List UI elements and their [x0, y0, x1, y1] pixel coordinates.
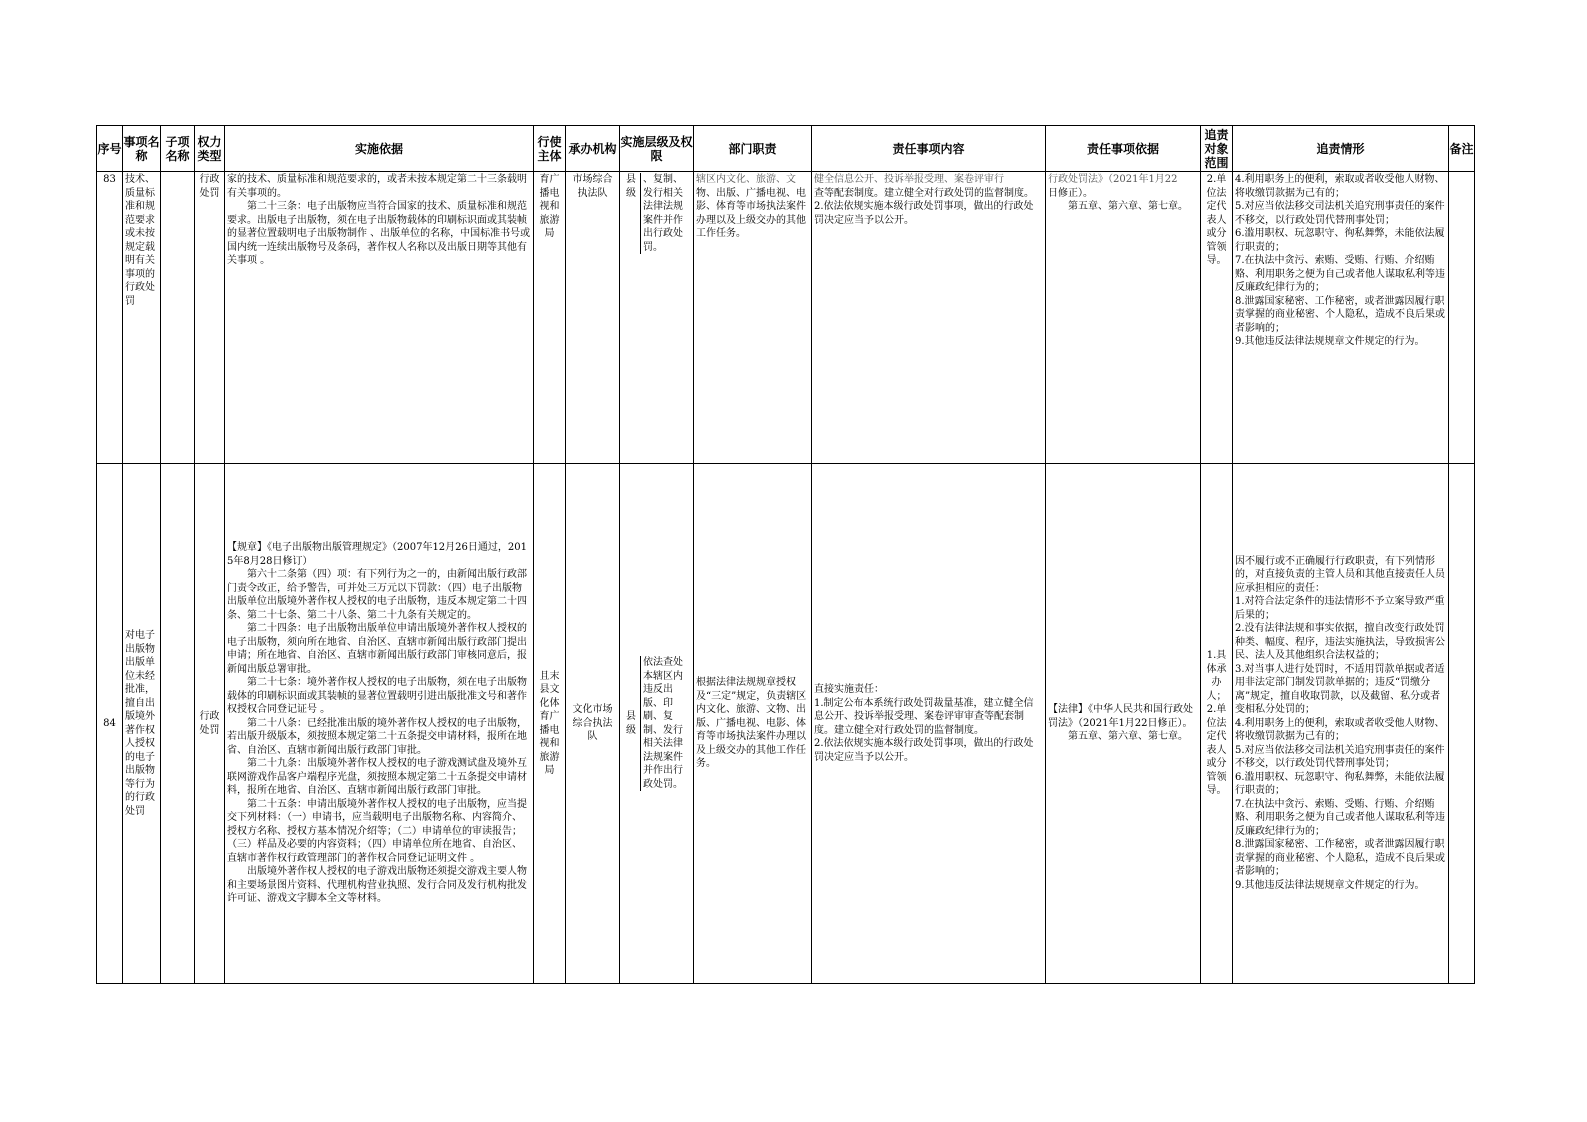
- case-line: 因不履行或不正确履行行政职责，有下列情形的，对直接负责的主管人员和其他直接责任人员应承担相应的责任：: [1235, 555, 1445, 594]
- content-paragraph: 2.依法依规实施本级行政处罚事项，做出的行政处罚决定应当予以公开。: [814, 738, 1034, 763]
- accountability-scope: 1.具体承办人；2.单位法定代表人或分管领导。: [1201, 464, 1233, 984]
- basis-paragraph: 第二十八条：已经批准出版的境外著作权人授权的电子出版物，若出版升级版本，须按照本规定第二十五条提交申请材料，报所在地省、自治区、直辖市新闻出版行政部门审批。: [227, 717, 527, 756]
- case-line: 4.利用职务上的便利，索取或者收受他人财物、将收缴罚款据为己有的；: [1235, 717, 1445, 743]
- level-authority: [620, 172, 694, 464]
- executing-subject: 育广播电视和旅游局: [534, 172, 566, 464]
- responsibility-basis: [1046, 464, 1201, 984]
- content-paragraph: 2.依法依规实施本级行政处罚事项，做出的行政处罚决定应当予以公开。: [814, 201, 1034, 226]
- responsibility-basis: [1046, 172, 1201, 464]
- basis-line: 【法律】《中华人民共和国行政处罚法》（2021年1月22日修正）。: [1048, 704, 1193, 729]
- sub-item-name: [161, 172, 195, 464]
- basis-paragraph: 出版境外著作权人授权的电子游戏出版物还须提交游戏主要人物和主要场景图片资料、代理机构营业执照、发行合同及发行机构批发许可证、游戏文字脚本全文等材料。: [227, 866, 527, 905]
- duty-cut-line: 辖区内文化、旅游、文: [696, 174, 796, 185]
- row-number: 84: [97, 464, 123, 984]
- header-cell: 追责情形: [1233, 126, 1449, 172]
- handling-agency: 市场综合执法队: [566, 172, 620, 464]
- content-paragraph: 1.制定公布本系统行政处罚裁量基准，建立健全信息公开、投诉举报受理、案卷评审审查等配套制度。建立健全对行政处罚的监督制度。: [814, 697, 1034, 736]
- accountability-cases: [1233, 172, 1449, 464]
- item-name: 对电子出版物出版单位未经批准，擅自出版境外著作权人授权的电子出版物等行为的行政处罚: [123, 464, 161, 984]
- executing-subject: 且末县文化体育广播电视和旅游局: [534, 464, 566, 984]
- header-cell: 部门职责: [694, 126, 812, 172]
- case-line: 9.其他违反法律法规规章文件规定的行为。: [1235, 336, 1425, 347]
- level-authority: [620, 464, 694, 984]
- case-line: 2.没有法律法规和事实依据，擅自改变行政处罚种类、幅度、程序，违法实施执法，导致损害公民、法人及其他组织合法权益的；: [1235, 623, 1445, 662]
- basis-paragraph: 第二十七条：境外著作权人授权的电子出版物，须在电子出版物载体的印刷标识面或其装帧的显著位置载明引进出版批准文号和著作权授权合同登记证号 。: [227, 677, 527, 716]
- authority-text: 依法查处本辖区内违反出版、印刷、复制、发行相关法律法规案件并作出行政处罚。: [640, 656, 691, 791]
- authority-text: 、复制、发行相关法律法规案件并作出行政处罚。: [643, 174, 683, 253]
- basis-line: 日修正）。: [1048, 187, 1093, 199]
- case-line: 1.对符合法定条件的违法情形不予立案导致严重后果的；: [1235, 596, 1445, 621]
- content-cut-line: 健全信息公开、投诉举报受理、案卷评审行: [814, 174, 1004, 185]
- accountability-cases: [1233, 464, 1449, 984]
- implementation-basis: [225, 464, 534, 984]
- basis-paragraph: 第二十九条：出版境外著作权人授权的电子游戏测试盘及境外互联网游戏作品客户端程序光盘，须按照本规定第二十五条提交申请材料，报所在地省、自治区、直辖市新闻出版行政部门审批。: [227, 758, 527, 797]
- header-cell: 事项名称: [123, 126, 161, 172]
- basis-paragraph: 第二十四条：电子出版物出版单位申请出版境外著作权人授权的电子出版物，须向所在地省、自治区、直辖市新闻出版行政部门提出申请；所在地省、自治区、直辖市新闻出版行政部门审核同意后，报新闻出版总署审批。: [227, 623, 527, 675]
- level-label: 县级: [622, 173, 641, 254]
- case-line: 8.泄露国家秘密、工作秘密，或者泄露因履行职责掌握的商业秘密、个人隐私，造成不良后果或者影响的；: [1235, 839, 1445, 878]
- basis-line: 第五章、第六章、第七章。: [1068, 731, 1188, 743]
- case-line: 6.滥用职权、玩忽职守、徇私舞弊，未能依法履行职责的；: [1235, 771, 1445, 797]
- basis-paragraph: 家的技术、质量标准和规范要求的，或者未按本规定第二十三条载明有关事项的。: [227, 174, 527, 199]
- case-line: 7.在执法中贪污、索贿、受贿、行贿、介绍贿赂、利用职务之便为自己或者他人谋取私利等违反廉政纪律行为的；: [1235, 255, 1445, 293]
- header-cell: 权力类型: [195, 126, 225, 172]
- level-label: 县级: [626, 711, 636, 736]
- content-paragraph: 查等配套制度。建立健全对行政处罚的监督制度。: [814, 187, 1034, 199]
- power-type: 行政处罚: [195, 172, 225, 464]
- basis-cut-line: 行政处罚法》（2021年1月22: [1048, 174, 1178, 185]
- basis-line: 第五章、第六章、第七章。: [1068, 201, 1188, 212]
- row-number: 83: [97, 172, 123, 464]
- remark: [1449, 172, 1475, 464]
- responsibility-content: [812, 464, 1046, 984]
- basis-paragraph: 第二十五条：申请出版境外著作权人授权的电子出版物，应当提交下列材料：（一）申请书，应当载明电子出版物名称、内容简介、授权方名称、授权方基本情况介绍等；（二）申请单位的审读报告；（三）样品及必要的内容资料；（四）申请单位所在地省、自治区、直辖市著作权行政管理部门的著作权合同登记证明文件 。: [227, 798, 527, 864]
- case-line: 4.利用职务上的便利，索取或者收受他人财物、将收缴罚款据为己有的；: [1235, 174, 1445, 199]
- basis-paragraph: 第六十二条第（四）项：有下列行为之一的，由新闻出版行政部门责令改正，给予警告，可并处三万元以下罚款：（四）电子出版物出版单位出版境外著作权人授权的电子出版物，违反本规定第二十四条、第二十七条、第二十八条、第二十九条有关规定的。: [227, 569, 527, 621]
- department-duty: 根据法律法规规章授权及“三定”规定，负责辖区内文化、旅游、文物、出版、广播电视、电影、体育等市场执法案件办理以及上级交办的其他工作任务。: [694, 464, 812, 984]
- power-type: 行政处罚: [195, 464, 225, 984]
- responsibility-content: [812, 172, 1046, 464]
- item-name: 技术、质量标准和规范要求或未按规定载明有关事项的行政处罚: [123, 172, 161, 464]
- header-cell: 实施依据: [225, 126, 534, 172]
- case-line: 5.对应当依法移交司法机关追究刑事责任的案件不移交，以行政处罚代替刑事处罚；: [1235, 201, 1445, 226]
- handling-agency: 文化市场综合执法队: [566, 464, 620, 984]
- table-row: [97, 172, 1475, 464]
- header-cell: 序号: [97, 126, 123, 172]
- header-cell: 子项名称: [161, 126, 195, 172]
- header-cell: 责任事项依据: [1046, 126, 1201, 172]
- basis-paragraph: 【规章】《电子出版物出版管理规定》（2007年12月26日通过，2015年8月28日修订）: [227, 542, 527, 567]
- header-cell: 实施层级及权限: [620, 126, 694, 172]
- header-cell: 责任事项内容: [812, 126, 1046, 172]
- table-row: [97, 464, 1475, 984]
- case-line: 3.对当事人进行处罚时，不适用罚款单据或者适用非法定部门制发罚款单据的；违反“罚缴分离”规定，擅自收取罚款，以及截留、私分或者变相私分处罚的；: [1235, 663, 1445, 716]
- remark: [1449, 464, 1475, 984]
- case-line: 5.对应当依法移交司法机关追究刑事责任的案件不移交，以行政处罚代替刑事处罚；: [1235, 744, 1445, 770]
- implementation-basis: [225, 172, 534, 464]
- department-duty: [694, 172, 812, 464]
- sub-item-name: [161, 464, 195, 984]
- case-line: 7.在执法中贪污、索贿、受贿、行贿、介绍贿赂、利用职务之便为自己或者他人谋取私利等违反廉政纪律行为的；: [1235, 798, 1445, 837]
- case-line: 8.泄露国家秘密、工作秘密，或者泄露因履行职责掌握的商业秘密、个人隐私，造成不良后果或者影响的；: [1235, 295, 1445, 334]
- authority-table-page: [96, 125, 1474, 989]
- case-line: 9.其他违反法律法规规章文件规定的行为。: [1235, 879, 1425, 891]
- duty-text: 物、出版、广播电视、电影、体育等市场执法案件办理以及上级交办的其他工作任务。: [696, 187, 806, 239]
- authority-table: [96, 125, 1475, 984]
- case-line: 6.滥用职权、玩忽职守、徇私舞弊，未能依法履行职责的；: [1235, 228, 1445, 253]
- header-cell: 追责对象范围: [1201, 126, 1233, 172]
- content-paragraph: 直接实施责任：: [814, 684, 884, 695]
- basis-paragraph: 第二十三条：电子出版物应当符合国家的技术、质量标准和规范要求。出版电子出版物，须在电子出版物载体的印刷标识面或其装帧的显著位置载明电子出版物制作 、出版单位的名称，中国标准书号或国内统一连续出版物号及条码，著作权人名称以及出版日期等其他有关事项 。: [227, 201, 531, 266]
- header-cell: 行使主体: [534, 126, 566, 172]
- accountability-scope: 2.单位法定代表人或分管领导。: [1201, 172, 1233, 464]
- table-header-row: [97, 126, 1475, 172]
- header-cell: 承办机构: [566, 126, 620, 172]
- header-cell: 备注: [1449, 126, 1475, 172]
